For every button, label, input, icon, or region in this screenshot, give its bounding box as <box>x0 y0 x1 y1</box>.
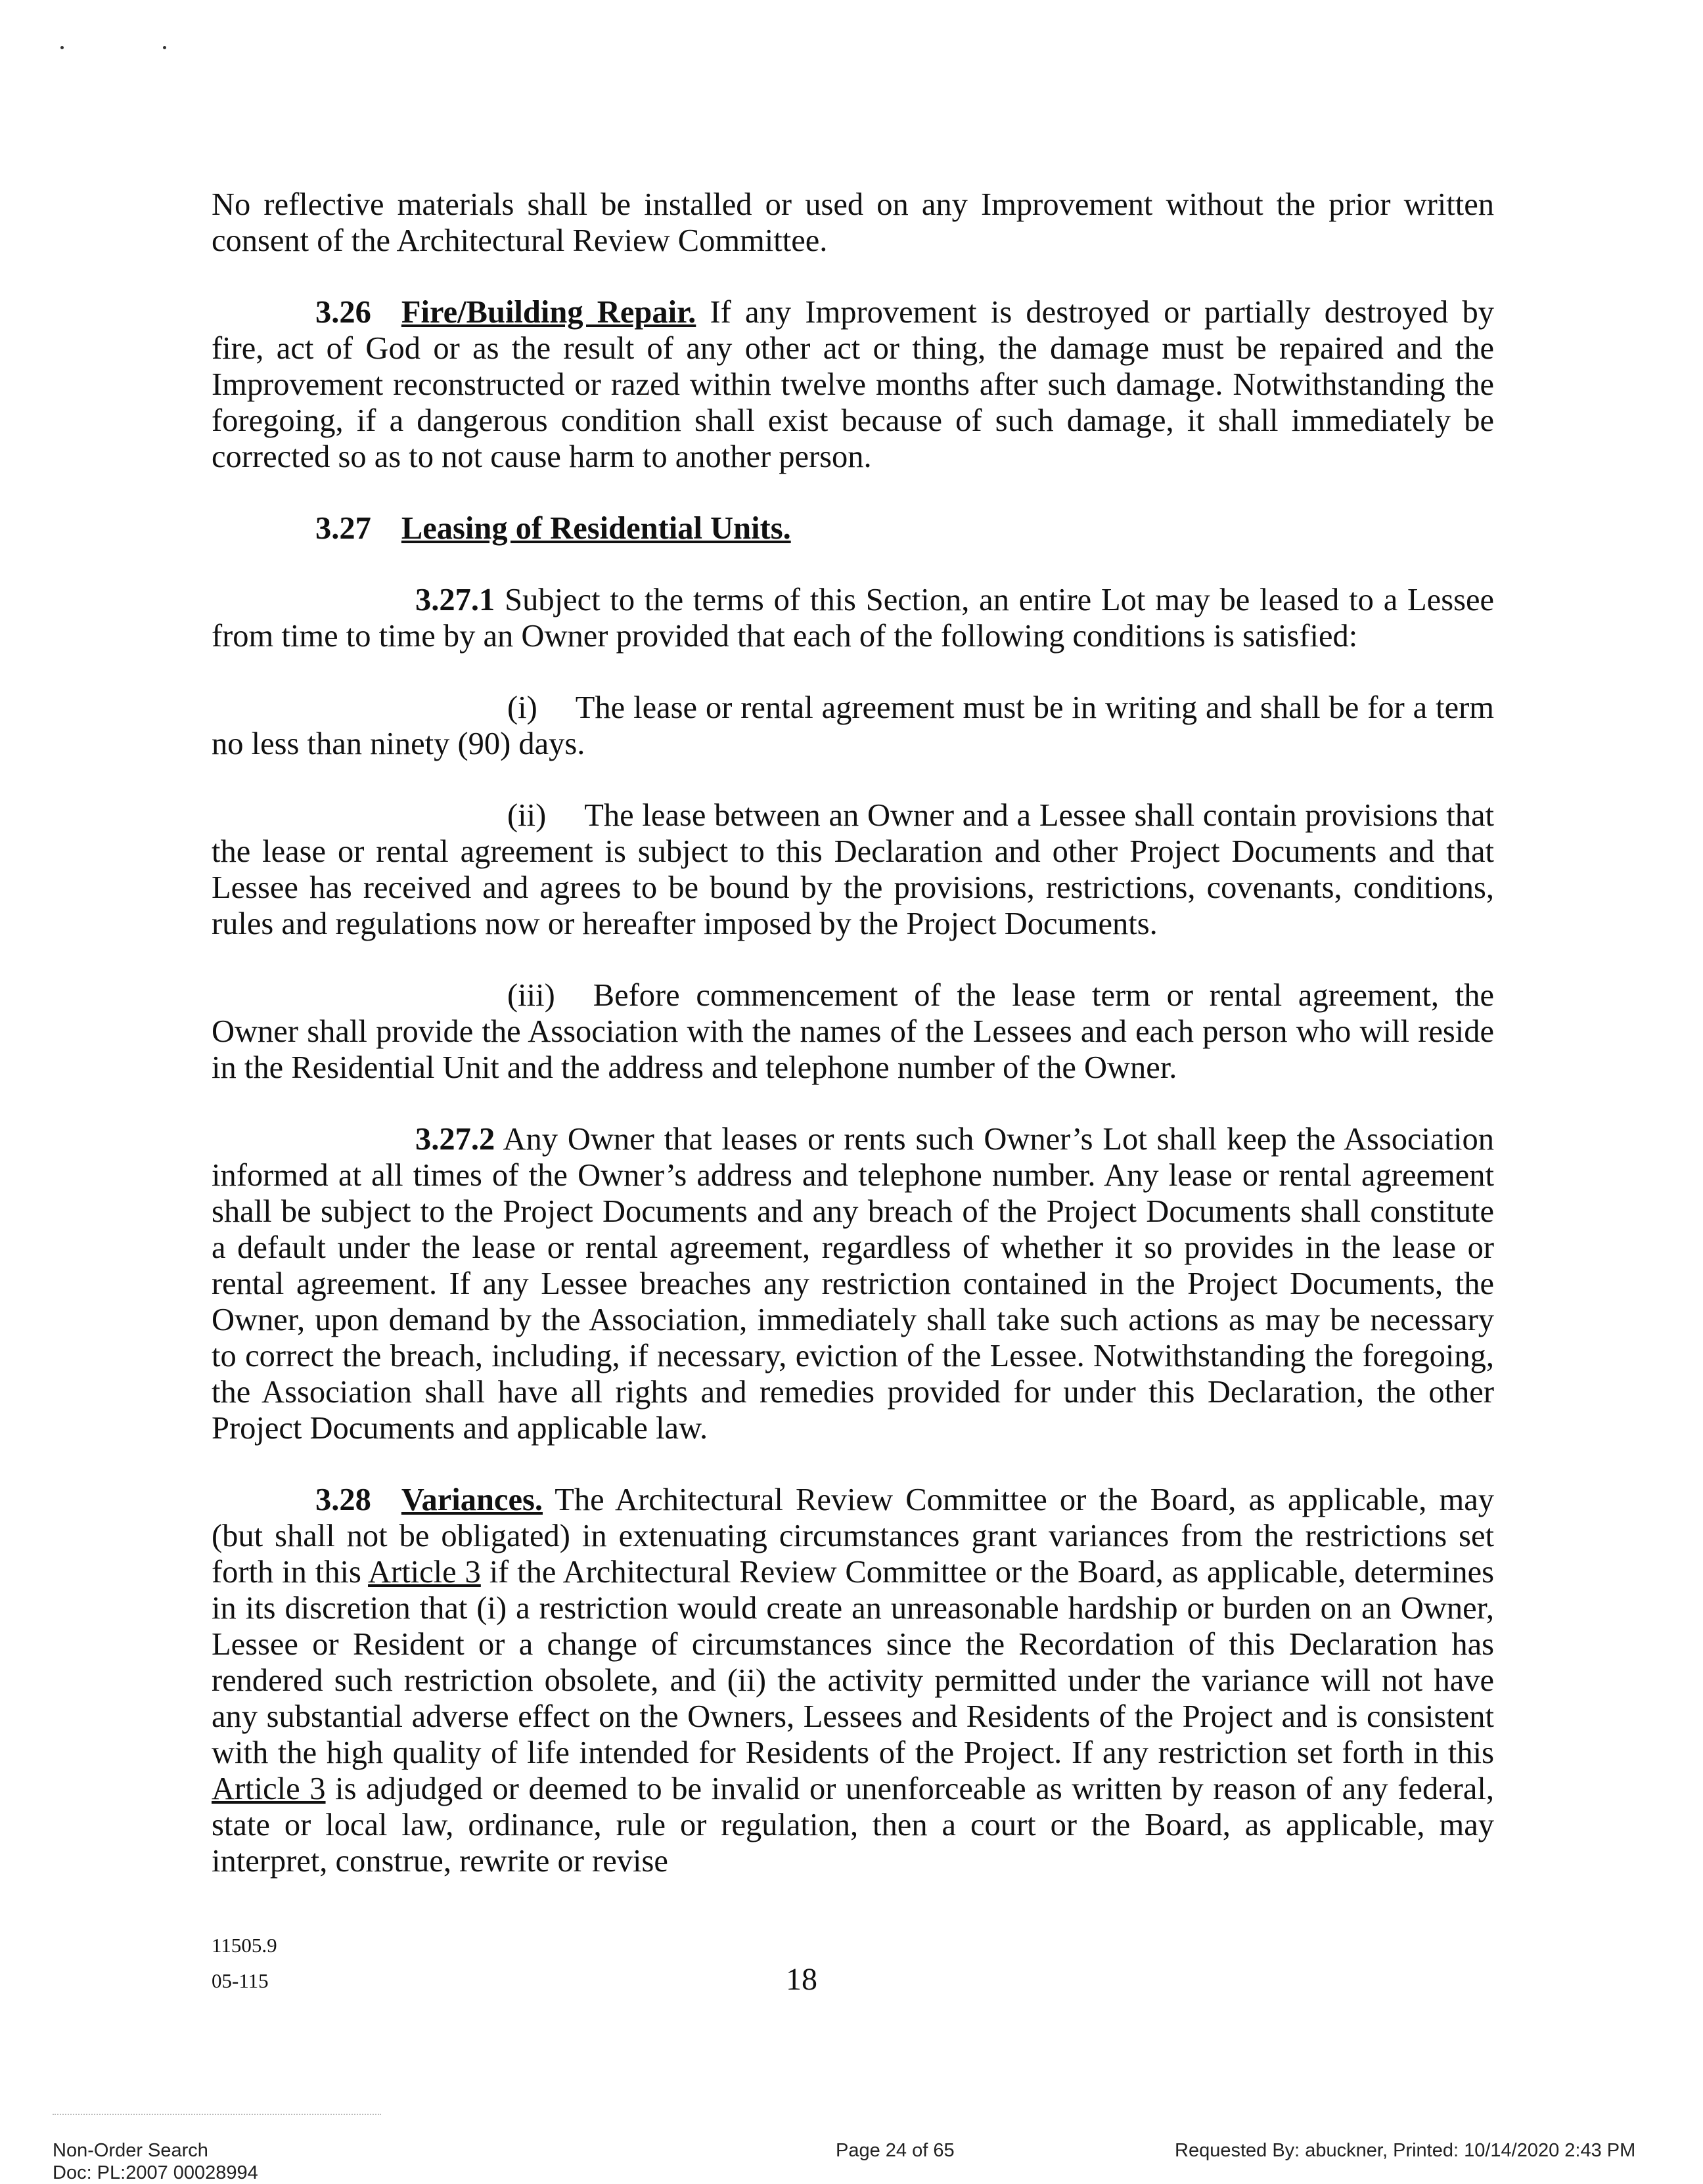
stamp-search-type: Non-Order Search <box>53 2140 208 2161</box>
condition-item-i <box>212 690 1494 762</box>
section-text: Any Owner that leases or rents such Owner’s Lot shall keep the Association informed at all times of the Owner’s address and telephone number. Any lease or rental agreement shall be subject to the Project Documents and any breach of the Project Documents shall constitute a default under the lease or rental agreement, regardless of whether it so provides in the lease or rental agreement. If any Lessee breaches any restriction contained in the Project Documents, the Owner, upon demand by the Association, immediately shall take such actions as may be necessary to correct the breach, including, if necessary, eviction of the Lessee. Notwithstanding the foregoing, the Association shall have all rights and remedies provided for under this Declaration, the other Project Documents and applicable law. <box>212 1122 1494 1446</box>
stamp-requested-by: Requested By: abuckner, Printed: 10/14/2020 2:43 PM <box>1175 2140 1636 2161</box>
article-reference: Article 3 <box>368 1555 481 1590</box>
section-text: If any Improvement is destroyed or partially destroyed by fire, act of God or as the result of any other act or thing, the damage must be repaired and the Improvement reconstructed or razed within twelve months after such damage. Notwithstanding the foregoing, if a dangerous condition shall exist because of such damage, it shall immediately be corrected so as to not cause harm to another person. <box>212 295 1494 474</box>
scan-divider <box>53 2114 381 2118</box>
section-text: is adjudged or deemed to be invalid or unenforceable as written by reason of any federal, state or local law, ordinance, rule or regulation, then a court or the Board, as applicable, may interpret, construe, rewrite or revise <box>212 1772 1495 1879</box>
stamp-doc-id: Doc: PL:2007 00028994 <box>53 2162 258 2183</box>
section-heading: Fire/Building Repair. <box>401 295 696 330</box>
condition-item-iii <box>212 977 1494 1086</box>
section-number: 3.27.2 <box>415 1122 495 1157</box>
page-number: 18 <box>786 1962 817 1997</box>
section-number: 3.27 <box>315 511 371 546</box>
section-3-27-1 <box>212 582 1494 654</box>
section-heading: Leasing of Residential Units. <box>401 511 791 546</box>
section-3-27-2 <box>212 1121 1494 1446</box>
item-text: The lease between an Owner and a Lessee shall contain provisions that the lease or rental agreement is subject to this Declaration and other Project Documents and that Lessee has received and agrees to be bound by the provisions, restrictions, covenants, conditions, rules and regulations now or hereafter imposed by the Project Documents. <box>212 798 1494 941</box>
section-text: if the Architectural Review Committee or the Board, as applicable, determines in its discretion that (i) a restriction would create an unreasonable hardship or burden on an Owner, Lessee or Resident or a change of circumstances since the Recordation of this Declaration has rendered such restriction obsolete, and (ii) the activity permitted under the variance will not have any substantial adverse effect on the Owners, Lessees and Residents of the Project and is consistent with the high quality of life intended for Residents of the Project. If any restriction set forth in this <box>212 1555 1495 1770</box>
scan-speck <box>60 46 64 49</box>
stamp-page-count: Page 24 of 65 <box>836 2140 955 2161</box>
section-number: 3.27.1 <box>415 583 495 617</box>
article-reference: Article 3 <box>212 1772 326 1806</box>
document-code-2: 05-115 <box>212 1969 269 1992</box>
item-label: (ii) <box>507 798 547 833</box>
section-text: The Architectural Review Committee or the Board, as applicable, may (but shall not be obligated) in extenuating circumstances grant variances from the restrictions set forth in this <box>212 1482 1494 1590</box>
document-code-1: 11505.9 <box>212 1934 277 1957</box>
section-number: 3.26 <box>315 295 371 330</box>
scan-speck <box>163 46 166 49</box>
paragraph-reflective-materials: No reflective materials shall be installed or used on any Improvement without the prior written consent of the Architectural Review Committee. <box>212 187 1494 258</box>
condition-item-ii <box>212 797 1494 942</box>
section-heading: Variances. <box>401 1482 543 1517</box>
document-body <box>212 187 1494 1915</box>
section-text: Subject to the terms of this Section, an entire Lot may be leased to a Lessee from time to time by an Owner provided that each of the following conditions is satisfied: <box>212 583 1495 654</box>
section-3-28 <box>212 1482 1494 1879</box>
section-3-26 <box>212 294 1494 475</box>
item-text: Before commencement of the lease term or rental agreement, the Owner shall provide the Association with the names of the Lessees and each person who will reside in the Residential Unit and the address and telephone number of the Owner. <box>212 978 1494 1085</box>
section-number: 3.28 <box>315 1482 371 1517</box>
section-3-27 <box>212 510 1494 546</box>
item-label: (i) <box>507 690 537 725</box>
item-text: The lease or rental agreement must be in writing and shall be for a term no less than ninety (90) days. <box>212 690 1494 761</box>
item-label: (iii) <box>507 978 555 1013</box>
